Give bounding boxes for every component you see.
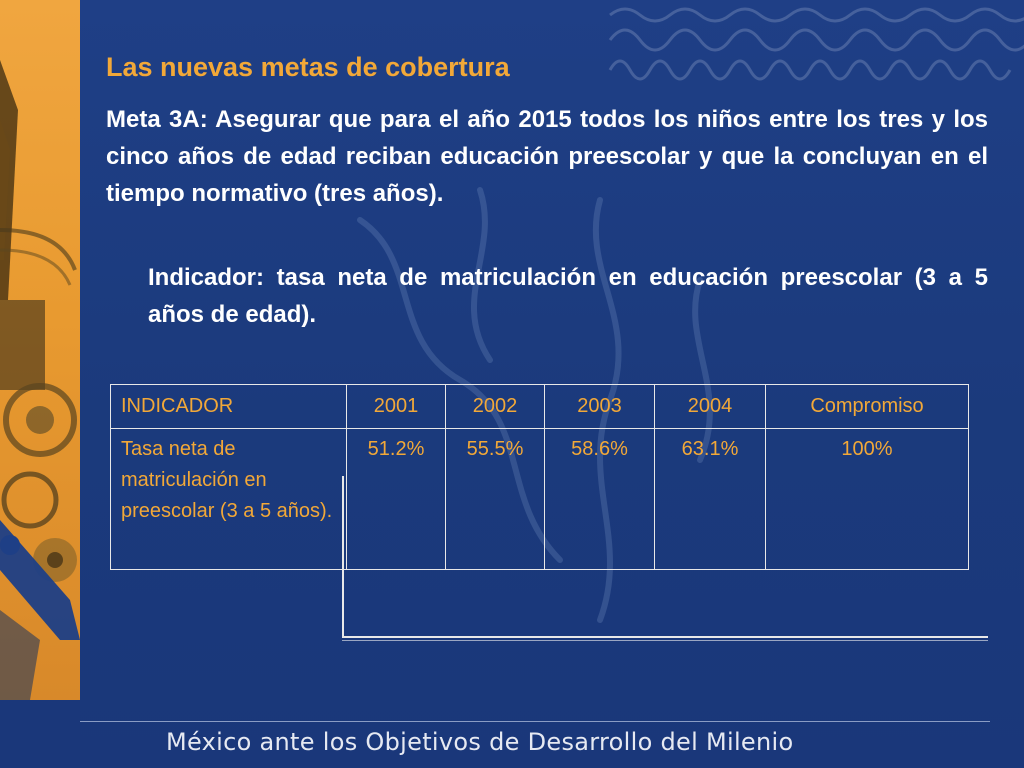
header-cell-compromiso: Compromiso	[766, 385, 969, 429]
indicator-text: Indicador: tasa neta de matriculación en educación preescolar (3 a 5 años de edad).	[148, 264, 988, 328]
footer-divider	[80, 721, 990, 722]
bracket-line-shadow	[342, 640, 988, 641]
slide-title: Las nuevas metas de cobertura	[106, 52, 510, 82]
cell-indicator-name: Tasa neta de matriculación en preescolar (3 a 5 años).	[111, 429, 347, 570]
table-header-row	[111, 385, 969, 429]
cell-2001-value: 51.2%	[347, 429, 446, 570]
cell-2002-value: 55.5%	[446, 429, 545, 570]
header-cell-2001: 2001	[347, 385, 446, 429]
left-strip-footer	[0, 700, 80, 768]
clock-gears-icon	[0, 0, 80, 700]
cell-2004-value: 63.1%	[655, 429, 766, 570]
clock-decoration	[0, 0, 80, 700]
footer-text: México ante los Objetivos de Desarrollo del Milenio	[166, 728, 794, 756]
header-cell-indicador: INDICADOR	[111, 385, 347, 429]
header-cell-2003: 2003	[545, 385, 655, 429]
indicator-table	[110, 384, 969, 570]
bracket-line-horizontal	[342, 636, 988, 638]
cell-2003-value: 58.6%	[545, 429, 655, 570]
watermark-pattern-icon	[600, 0, 1024, 90]
bracket-line-vertical	[342, 476, 344, 638]
header-cell-2004: 2004	[655, 385, 766, 429]
header-cell-2002: 2002	[446, 385, 545, 429]
table-row	[111, 429, 969, 570]
cell-compromiso-value: 100%	[766, 429, 969, 570]
meta-text: Meta 3A: Asegurar que para el año 2015 todos los niños entre los tres y los cinco años de edad reciban educación preescolar y que la concluyan en el tiempo normativo (tres años).	[106, 106, 988, 207]
